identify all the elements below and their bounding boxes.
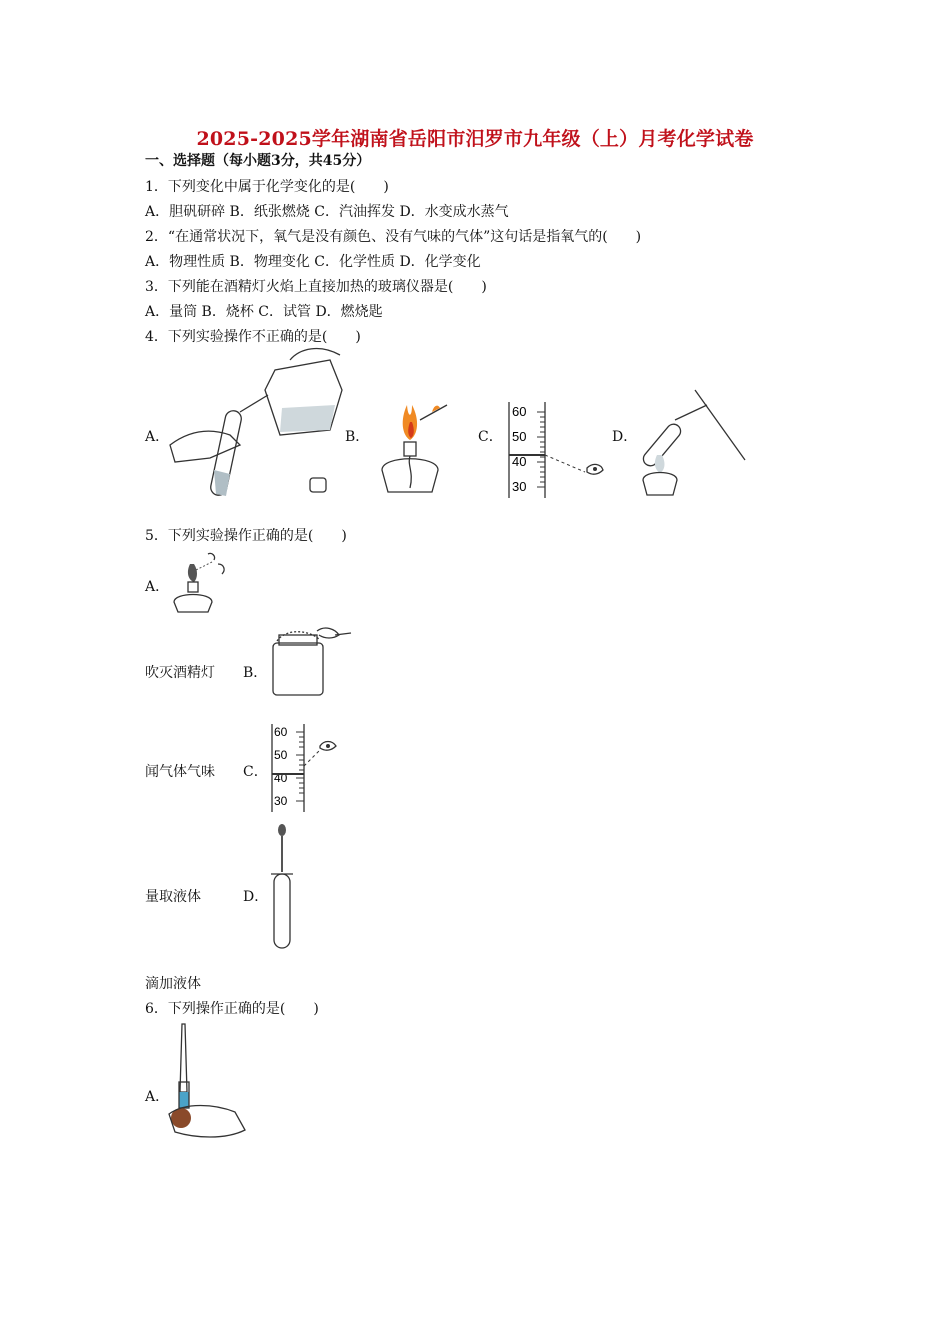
tick-40: 40 — [512, 454, 527, 469]
q5-caption-b: 闻气体气味 — [145, 764, 215, 780]
q5-caption-c: 量取液体 — [145, 889, 201, 905]
pouring-liquid-icon — [170, 350, 350, 500]
tick-50: 50 — [512, 429, 527, 444]
smelling-gas-icon — [265, 625, 355, 700]
graduated-cylinder-icon — [505, 400, 615, 500]
page-title: 2025-2025学年湖南省岳阳市汨罗市九年级（上）月考化学试卷 — [196, 128, 754, 150]
tick-60: 60 — [512, 404, 527, 419]
q5-stem: 5．下列实验操作正确的是( ) — [145, 528, 347, 544]
tick-30: 30 — [512, 479, 527, 494]
q5-label-c: C． — [243, 764, 268, 780]
tick-30: 30 — [274, 794, 288, 808]
q4-stem: 4．下列实验操作不正确的是( ) — [145, 329, 361, 345]
q4-label-b: B． — [345, 429, 370, 445]
q4-label-c: C． — [478, 429, 503, 445]
q3-stem: 3．下列能在酒精灯火焰上直接加热的玻璃仪器是( ) — [145, 279, 487, 295]
q5-label-a: A． — [145, 579, 170, 595]
dropper-hand-icon — [165, 1022, 250, 1142]
q1-stem: 1．下列变化中属于化学变化的是( ) — [145, 179, 389, 195]
section-heading: 一、选择题（每小题3分，共45分） — [145, 153, 371, 169]
test-tube-heating-icon — [635, 385, 750, 500]
dropper-tube-icon — [270, 822, 300, 952]
q2-stem: 2．“在通常状况下，氧气是没有颜色、没有气味的气体”这句话是指氧气的( ) — [145, 229, 642, 245]
q1-options: A．胆矾研碎 B．纸张燃烧 C．汽油挥发 D．水变成水蒸气 — [145, 204, 509, 220]
q5-label-d: D． — [243, 889, 269, 905]
reading-cylinder-icon — [268, 722, 343, 814]
tick-60: 60 — [274, 725, 288, 739]
q5-caption-d: 滴加液体 — [145, 976, 201, 992]
alcohol-lamp-icon — [372, 400, 452, 500]
q6-stem: 6．下列操作正确的是( ) — [145, 1001, 319, 1017]
q4-label-a: A． — [145, 429, 170, 445]
q3-options: A．量筒 B．烧杯 C．试管 D．燃烧匙 — [145, 304, 383, 320]
tick-50: 50 — [274, 748, 288, 762]
q5-label-b: B． — [243, 665, 268, 681]
q5-caption-a: 吹灭酒精灯 — [145, 665, 215, 681]
q6-label-a: A． — [145, 1089, 170, 1105]
q2-options: A．物理性质 B．物理变化 C．化学性质 D．化学变化 — [145, 254, 481, 270]
blowing-lamp-icon — [168, 550, 233, 615]
tick-40: 40 — [274, 771, 288, 785]
q4-label-d: D． — [612, 429, 638, 445]
